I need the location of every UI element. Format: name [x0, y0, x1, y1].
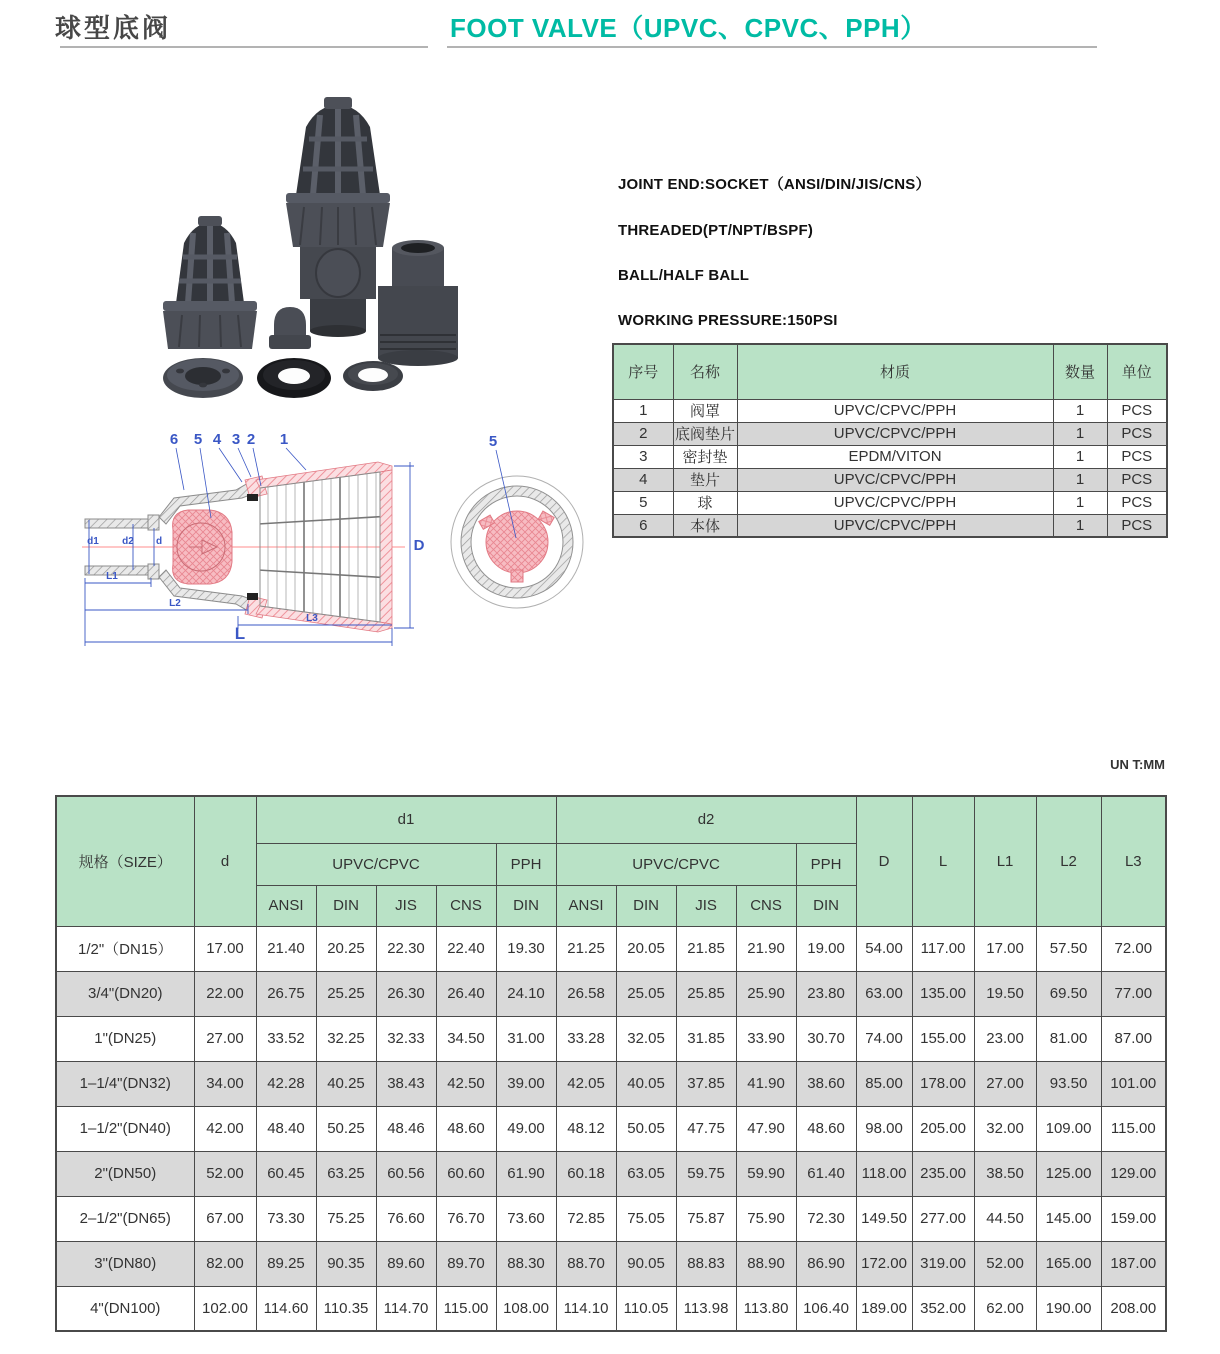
dim-cell: 38.43	[376, 1061, 436, 1106]
dim-cell: 88.70	[556, 1241, 616, 1286]
dim-cell: 54.00	[856, 926, 912, 971]
spec-ball: BALL/HALF BALL	[618, 267, 750, 284]
parts-cell: 1	[1053, 445, 1107, 468]
dim-cell: 26.30	[376, 971, 436, 1016]
dim-header-d2-cns: CNS	[736, 885, 796, 926]
dim-cell: 73.30	[256, 1196, 316, 1241]
dim-cell: 20.25	[316, 926, 376, 971]
dim-cell: 26.75	[256, 971, 316, 1016]
dim-cell: 88.83	[676, 1241, 736, 1286]
dim-cell: 42.00	[194, 1106, 256, 1151]
parts-cell: UPVC/CPVC/PPH	[737, 422, 1053, 445]
dim-cell: 235.00	[912, 1151, 974, 1196]
dim-cell: 205.00	[912, 1106, 974, 1151]
dim-cell: 50.25	[316, 1106, 376, 1151]
dim-cell: 31.85	[676, 1016, 736, 1061]
dim-cell: 30.70	[796, 1016, 856, 1061]
dim-cell: 89.70	[436, 1241, 496, 1286]
dim-row	[56, 1106, 1166, 1151]
dim-cell: 187.00	[1101, 1241, 1166, 1286]
dim-cell: 277.00	[912, 1196, 974, 1241]
dim-header-L1: L1	[974, 796, 1036, 926]
dim-cell: 72.00	[1101, 926, 1166, 971]
dim-header-d2-pph-din: DIN	[796, 885, 856, 926]
dim-cell: 60.56	[376, 1151, 436, 1196]
dim-L2: L2	[169, 598, 181, 609]
parts-header-no: 序号	[613, 344, 673, 399]
spec-working-pressure: WORKING PRESSURE:150PSI	[618, 312, 838, 329]
dim-cell: 93.50	[1036, 1061, 1101, 1106]
dim-cell: 129.00	[1101, 1151, 1166, 1196]
dim-row	[56, 1061, 1166, 1106]
dim-cell: 48.46	[376, 1106, 436, 1151]
part-label-5: 5	[193, 431, 203, 448]
dim-cell: 149.50	[856, 1196, 912, 1241]
parts-header-material: 材质	[737, 344, 1053, 399]
dim-cell: 114.70	[376, 1286, 436, 1331]
dim-cell: 61.40	[796, 1151, 856, 1196]
dim-cell: 21.40	[256, 926, 316, 971]
dim-header-d1-cns: CNS	[436, 885, 496, 926]
dim-cell: 57.50	[1036, 926, 1101, 971]
dim-header-d: d	[194, 796, 256, 926]
dim-cell: 48.60	[796, 1106, 856, 1151]
dim-header-d2-din: DIN	[616, 885, 676, 926]
dim-cell: 52.00	[194, 1151, 256, 1196]
parts-cell: 1	[1053, 491, 1107, 514]
dim-cell: 115.00	[1101, 1106, 1166, 1151]
part-label-6: 6	[169, 431, 179, 448]
dim-cell: 52.00	[974, 1241, 1036, 1286]
dim-header-size: 规格（SIZE）	[56, 796, 194, 926]
parts-cell: UPVC/CPVC/PPH	[737, 514, 1053, 537]
parts-cell: UPVC/CPVC/PPH	[737, 468, 1053, 491]
technical-drawing	[70, 420, 610, 670]
cap-part	[269, 307, 311, 349]
dim-cell: 32.00	[974, 1106, 1036, 1151]
dim-cell: 72.85	[556, 1196, 616, 1241]
parts-header-unit: 单位	[1107, 344, 1167, 399]
dim-cell: 25.25	[316, 971, 376, 1016]
dim-cell: 25.05	[616, 971, 676, 1016]
dim-cell: 82.00	[194, 1241, 256, 1286]
dim-d2: d2	[122, 536, 134, 547]
dim-cell: 101.00	[1101, 1061, 1166, 1106]
dim-cell: 73.60	[496, 1196, 556, 1241]
dim-header-D: D	[856, 796, 912, 926]
dim-cell: 89.60	[376, 1241, 436, 1286]
dim-cell: 39.00	[496, 1061, 556, 1106]
dim-cell: 33.28	[556, 1016, 616, 1061]
dim-cell: 86.90	[796, 1241, 856, 1286]
parts-cell: PCS	[1107, 445, 1167, 468]
dim-cell: 17.00	[974, 926, 1036, 971]
dim-cell: 81.00	[1036, 1016, 1101, 1061]
dim-cell: 77.00	[1101, 971, 1166, 1016]
spec-text-block	[618, 173, 931, 357]
dim-header-d2-jis: JIS	[676, 885, 736, 926]
parts-cell: EPDM/VITON	[737, 445, 1053, 468]
dim-cell: 88.90	[736, 1241, 796, 1286]
parts-cell: 密封垫	[673, 445, 737, 468]
dim-cell: 59.75	[676, 1151, 736, 1196]
dim-cell: 319.00	[912, 1241, 974, 1286]
dim-cell: 31.00	[496, 1016, 556, 1061]
end-view-part-label: 5	[488, 433, 498, 450]
dim-d: d	[155, 536, 163, 547]
dim-row	[56, 1016, 1166, 1061]
dim-cell: 48.60	[436, 1106, 496, 1151]
dim-cell: 106.40	[796, 1286, 856, 1331]
dim-cell: 32.25	[316, 1016, 376, 1061]
dim-cell: 41.90	[736, 1061, 796, 1106]
dim-cell: 69.50	[1036, 971, 1101, 1016]
dim-d1: d1	[87, 536, 99, 547]
dim-size-cell: 4"(DN100)	[56, 1286, 194, 1331]
part-label-1: 1	[279, 431, 289, 448]
valve-cover-cage	[163, 216, 257, 349]
dim-cell: 22.00	[194, 971, 256, 1016]
dim-cell: 115.00	[436, 1286, 496, 1331]
dim-cell: 75.87	[676, 1196, 736, 1241]
dim-cell: 34.00	[194, 1061, 256, 1106]
dim-cell: 26.40	[436, 971, 496, 1016]
parts-cell: 3	[613, 445, 673, 468]
parts-cell: 2	[613, 422, 673, 445]
dim-cell: 76.60	[376, 1196, 436, 1241]
dim-header-d1-pph-din: DIN	[496, 885, 556, 926]
parts-table-body	[613, 399, 1167, 537]
dim-cell: 110.35	[316, 1286, 376, 1331]
parts-cell: PCS	[1107, 422, 1167, 445]
dim-cell: 22.40	[436, 926, 496, 971]
dim-header-L2: L2	[1036, 796, 1101, 926]
dim-L1: L1	[106, 571, 118, 582]
dim-cell: 33.52	[256, 1016, 316, 1061]
dim-header-d1-pph: PPH	[496, 843, 556, 885]
dim-row	[56, 1241, 1166, 1286]
dim-cell: 44.50	[974, 1196, 1036, 1241]
dim-cell: 88.30	[496, 1241, 556, 1286]
dim-cell: 22.30	[376, 926, 436, 971]
dim-cell: 32.05	[616, 1016, 676, 1061]
dim-row	[56, 971, 1166, 1016]
dim-cell: 42.05	[556, 1061, 616, 1106]
dim-cell: 48.12	[556, 1106, 616, 1151]
gasket-rings	[163, 358, 403, 398]
dim-cell: 75.05	[616, 1196, 676, 1241]
dim-size-cell: 1"(DN25)	[56, 1016, 194, 1061]
dim-cell: 21.90	[736, 926, 796, 971]
dim-cell: 113.80	[736, 1286, 796, 1331]
dim-cell: 25.85	[676, 971, 736, 1016]
dim-size-cell: 3"(DN80)	[56, 1241, 194, 1286]
dim-row	[56, 926, 1166, 971]
dim-cell: 60.18	[556, 1151, 616, 1196]
dim-L3: L3	[306, 613, 318, 624]
dim-cell: 17.00	[194, 926, 256, 971]
dim-cell: 49.00	[496, 1106, 556, 1151]
parts-cell: 1	[1053, 468, 1107, 491]
parts-cell: 底阀垫片	[673, 422, 737, 445]
parts-cell: 1	[613, 399, 673, 422]
dim-cell: 110.05	[616, 1286, 676, 1331]
dim-cell: 24.10	[496, 971, 556, 1016]
dim-cell: 37.85	[676, 1061, 736, 1106]
dim-cell: 62.00	[974, 1286, 1036, 1331]
dim-cell: 20.05	[616, 926, 676, 971]
dim-cell: 47.75	[676, 1106, 736, 1151]
dim-header-d2-upvc: UPVC/CPVC	[556, 843, 796, 885]
dim-cell: 23.80	[796, 971, 856, 1016]
parts-cell: 阀罩	[673, 399, 737, 422]
dim-size-cell: 3/4"(DN20)	[56, 971, 194, 1016]
dim-size-cell: 1/2"（DN15）	[56, 926, 194, 971]
dim-cell: 98.00	[856, 1106, 912, 1151]
dim-cell: 118.00	[856, 1151, 912, 1196]
parts-header-name: 名称	[673, 344, 737, 399]
dim-cell: 145.00	[1036, 1196, 1101, 1241]
dim-cell: 38.60	[796, 1061, 856, 1106]
dim-cell: 19.00	[796, 926, 856, 971]
dim-D: D	[413, 537, 425, 554]
dim-header-L3: L3	[1101, 796, 1166, 926]
parts-row	[613, 445, 1167, 468]
dim-cell: 27.00	[974, 1061, 1036, 1106]
dim-header-d1: d1	[256, 796, 556, 843]
parts-cell: 5	[613, 491, 673, 514]
dim-cell: 114.10	[556, 1286, 616, 1331]
dim-size-cell: 2–1/2"(DN65)	[56, 1196, 194, 1241]
parts-row	[613, 491, 1167, 514]
dim-cell: 90.05	[616, 1241, 676, 1286]
dim-cell: 125.00	[1036, 1151, 1101, 1196]
dim-size-cell: 1–1/4"(DN32)	[56, 1061, 194, 1106]
dim-cell: 40.05	[616, 1061, 676, 1106]
dim-cell: 23.00	[974, 1016, 1036, 1061]
dim-size-cell: 2"(DN50)	[56, 1151, 194, 1196]
dim-cell: 61.90	[496, 1151, 556, 1196]
dim-cell: 190.00	[1036, 1286, 1101, 1331]
dim-cell: 60.45	[256, 1151, 316, 1196]
part-label-4: 4	[212, 431, 222, 448]
dim-header-d2-ansi: ANSI	[556, 885, 616, 926]
end-view	[451, 433, 583, 608]
dim-cell: 26.58	[556, 971, 616, 1016]
dim-cell: 63.25	[316, 1151, 376, 1196]
dim-cell: 34.50	[436, 1016, 496, 1061]
dim-header-d2-pph: PPH	[796, 843, 856, 885]
dim-table-body	[56, 926, 1166, 1331]
parts-cell: 1	[1053, 514, 1107, 537]
dim-cell: 38.50	[974, 1151, 1036, 1196]
dim-cell: 85.00	[856, 1061, 912, 1106]
product-photo	[60, 85, 580, 420]
dim-cell: 208.00	[1101, 1286, 1166, 1331]
dim-cell: 50.05	[616, 1106, 676, 1151]
parts-cell: 4	[613, 468, 673, 491]
dim-cell: 89.25	[256, 1241, 316, 1286]
dim-cell: 42.50	[436, 1061, 496, 1106]
spec-joint-end: JOINT END:SOCKET（ANSI/DIN/JIS/CNS）	[618, 176, 931, 193]
dim-cell: 74.00	[856, 1016, 912, 1061]
parts-cell: PCS	[1107, 399, 1167, 422]
dim-cell: 155.00	[912, 1016, 974, 1061]
dim-cell: 63.00	[856, 971, 912, 1016]
dim-cell: 25.90	[736, 971, 796, 1016]
parts-header-qty: 数量	[1053, 344, 1107, 399]
dim-cell: 87.00	[1101, 1016, 1166, 1061]
dim-header-L: L	[912, 796, 974, 926]
socket-adapter	[378, 240, 458, 366]
parts-table	[612, 343, 1168, 538]
dim-cell: 165.00	[1036, 1241, 1101, 1286]
dim-row	[56, 1286, 1166, 1331]
dim-cell: 108.00	[496, 1286, 556, 1331]
dim-cell: 113.98	[676, 1286, 736, 1331]
parts-cell: UPVC/CPVC/PPH	[737, 491, 1053, 514]
dim-cell: 67.00	[194, 1196, 256, 1241]
parts-cell: 垫片	[673, 468, 737, 491]
section-view	[82, 460, 405, 635]
dim-cell: 42.28	[256, 1061, 316, 1106]
dim-cell: 178.00	[912, 1061, 974, 1106]
dim-cell: 75.25	[316, 1196, 376, 1241]
parts-cell: 1	[1053, 399, 1107, 422]
part-label-3: 3	[231, 431, 241, 448]
parts-cell: UPVC/CPVC/PPH	[737, 399, 1053, 422]
dim-cell: 114.60	[256, 1286, 316, 1331]
dim-cell: 40.25	[316, 1061, 376, 1106]
dim-size-cell: 1–1/2"(DN40)	[56, 1106, 194, 1151]
parts-cell: 6	[613, 514, 673, 537]
parts-cell: 球	[673, 491, 737, 514]
dim-cell: 109.00	[1036, 1106, 1101, 1151]
dim-header-d1-din: DIN	[316, 885, 376, 926]
dim-header-d1-jis: JIS	[376, 885, 436, 926]
parts-cell: PCS	[1107, 491, 1167, 514]
dim-row	[56, 1151, 1166, 1196]
parts-row	[613, 399, 1167, 422]
assembled-foot-valve	[286, 97, 390, 337]
parts-cell: 1	[1053, 422, 1107, 445]
dim-cell: 102.00	[194, 1286, 256, 1331]
dim-cell: 27.00	[194, 1016, 256, 1061]
dim-cell: 189.00	[856, 1286, 912, 1331]
parts-cell: PCS	[1107, 468, 1167, 491]
dim-cell: 75.90	[736, 1196, 796, 1241]
dim-cell: 48.40	[256, 1106, 316, 1151]
dim-cell: 90.35	[316, 1241, 376, 1286]
dim-cell: 76.70	[436, 1196, 496, 1241]
dim-header-d1-ansi: ANSI	[256, 885, 316, 926]
dim-cell: 63.05	[616, 1151, 676, 1196]
dim-cell: 352.00	[912, 1286, 974, 1331]
dim-cell: 33.90	[736, 1016, 796, 1061]
title-underline-right	[447, 46, 1097, 48]
dim-header-d2: d2	[556, 796, 856, 843]
part-label-2: 2	[246, 431, 256, 448]
parts-row	[613, 422, 1167, 445]
dim-row	[56, 1196, 1166, 1241]
dim-cell: 135.00	[912, 971, 974, 1016]
spec-threaded: THREADED(PT/NPT/BSPF)	[618, 222, 814, 239]
dim-cell: 159.00	[1101, 1196, 1166, 1241]
dim-cell: 32.33	[376, 1016, 436, 1061]
page-title-chinese: 球型底阀	[55, 13, 172, 43]
parts-header-row	[613, 344, 1167, 399]
dim-cell: 47.90	[736, 1106, 796, 1151]
dim-cell: 19.50	[974, 971, 1036, 1016]
unit-note: UN T:MM	[1110, 757, 1165, 772]
dimensions-table	[55, 795, 1167, 1332]
parts-cell: PCS	[1107, 514, 1167, 537]
parts-row	[613, 468, 1167, 491]
dim-cell: 21.85	[676, 926, 736, 971]
dim-cell: 72.30	[796, 1196, 856, 1241]
title-underline-left	[60, 46, 428, 48]
page-title-english: FOOT VALVE（UPVC、CPVC、PPH）	[450, 13, 927, 43]
dim-cell: 19.30	[496, 926, 556, 971]
dim-cell: 60.60	[436, 1151, 496, 1196]
parts-cell: 本体	[673, 514, 737, 537]
dim-cell: 172.00	[856, 1241, 912, 1286]
dim-header-row-1	[56, 796, 1166, 843]
dim-L: L	[234, 624, 246, 643]
dim-cell: 21.25	[556, 926, 616, 971]
dim-cell: 117.00	[912, 926, 974, 971]
dim-cell: 59.90	[736, 1151, 796, 1196]
dim-header-d1-upvc: UPVC/CPVC	[256, 843, 496, 885]
parts-row	[613, 514, 1167, 537]
